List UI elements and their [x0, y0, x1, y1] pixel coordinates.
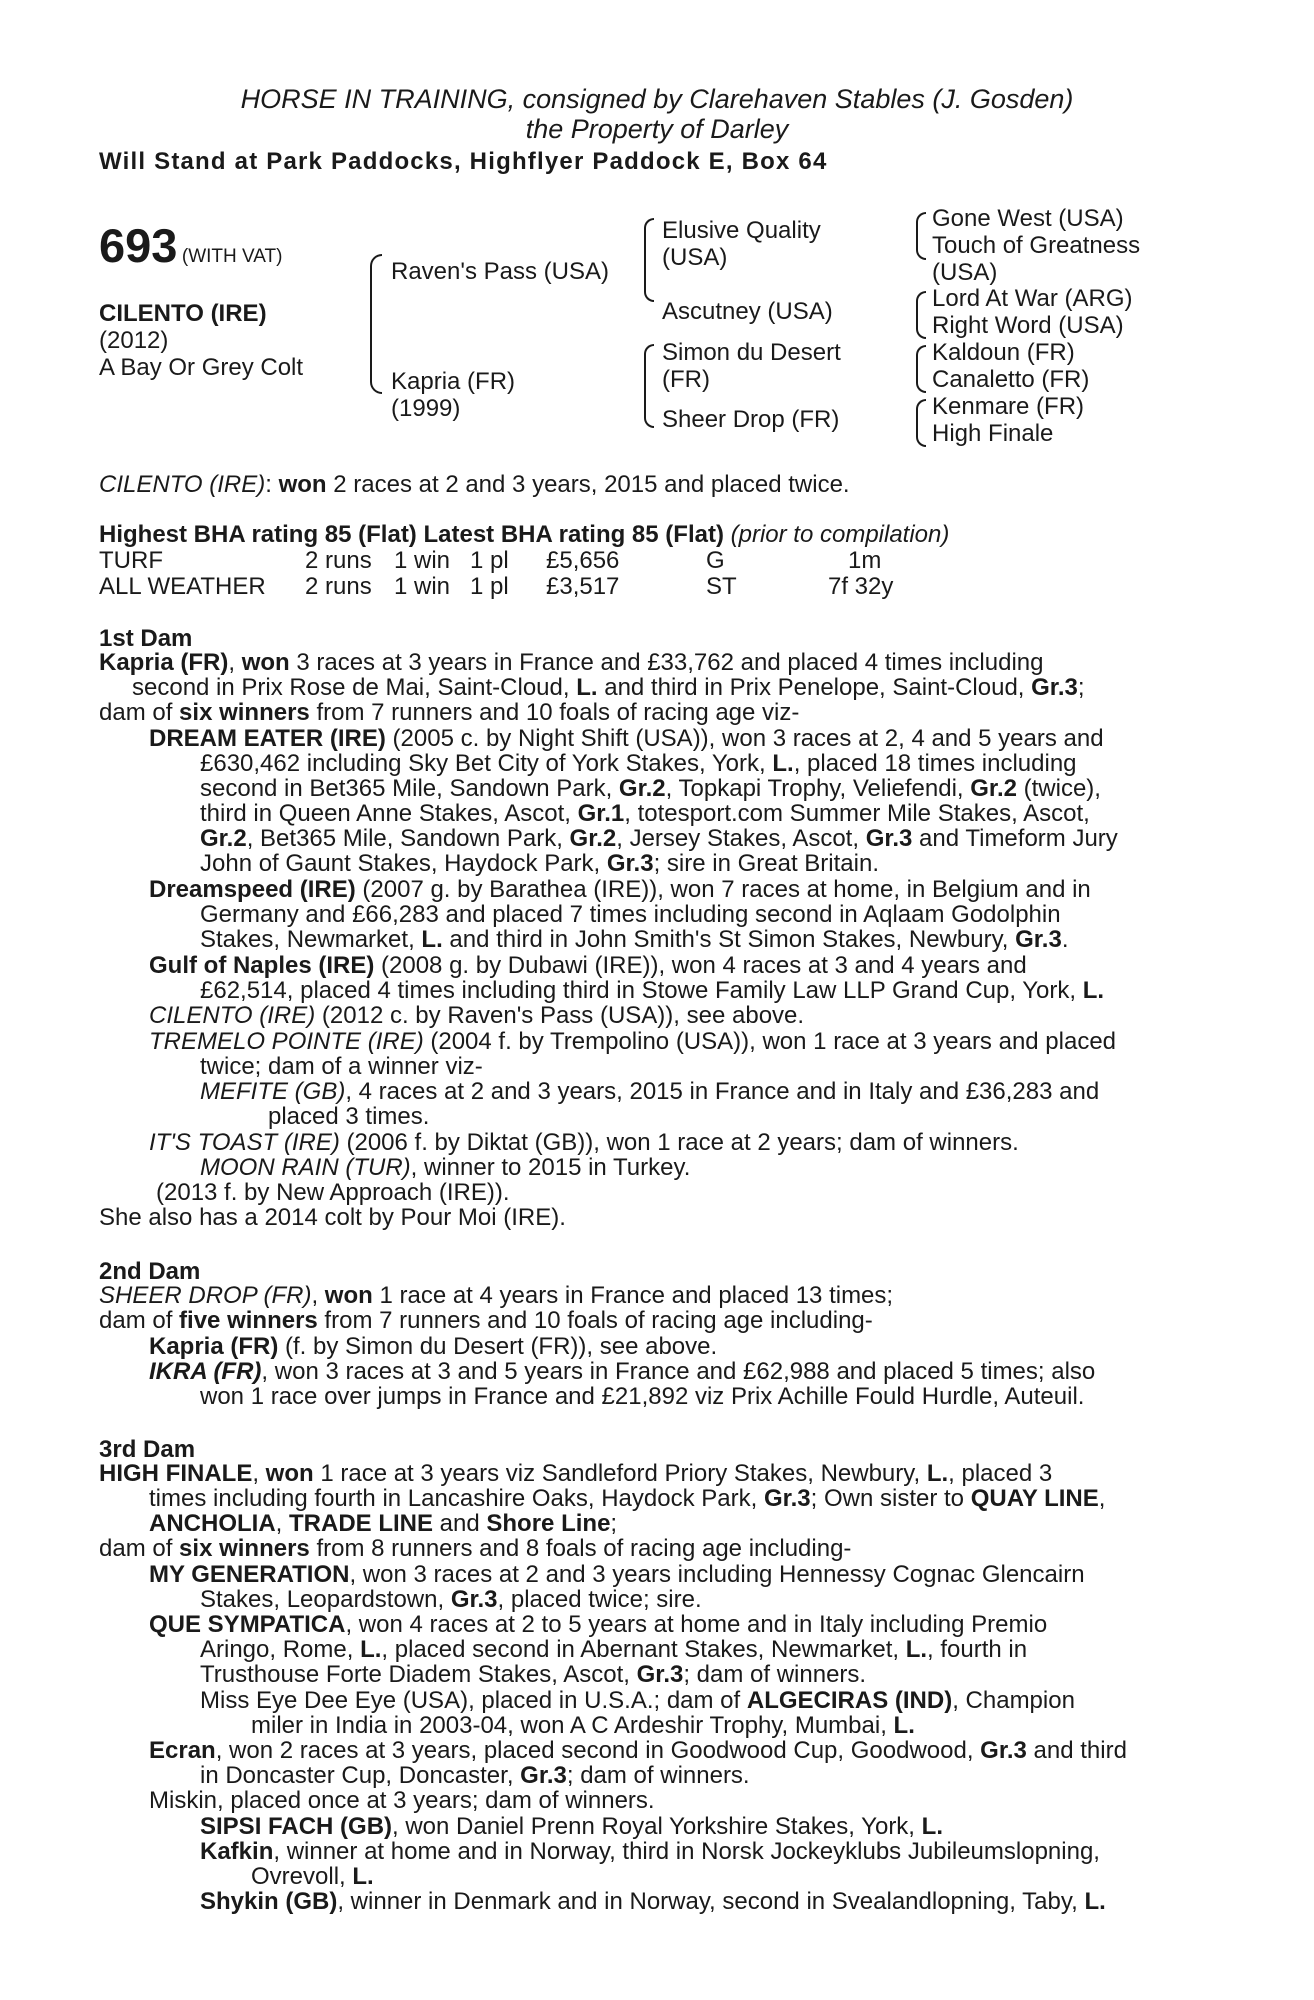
pedigree-sire-dam: Ascutney (USA): [662, 298, 833, 325]
grand-progeny-entry: Miss Eye Dee Eye (USA), placed in U.S.A.; dam of ALGECIRAS (IND), Champion: [200, 1687, 1075, 1714]
lot-number: 693: [99, 219, 178, 272]
record-surface: TURF: [99, 547, 163, 574]
also-has-note: She also has a 2014 colt by Pour Moi (IRE).: [99, 1204, 566, 1231]
foaling-year: (2012): [99, 327, 169, 354]
third-dam-heading: 3rd Dam: [99, 1436, 196, 1463]
pedigree-g4: Right Word (USA): [932, 312, 1124, 339]
third-dam-line: HIGH FINALE, won 1 race at 3 years viz Sandleford Priory Stakes, Newbury, L., placed 3: [99, 1460, 1053, 1487]
progeny-entry-cont: £630,462 including Sky Bet City of York Stakes, York, L., placed 18 times including: [200, 750, 1077, 777]
progeny-entry-cont: third in Queen Anne Stakes, Ascot, Gr.1, totesport.com Summer Mile Stakes, Ascot,: [200, 800, 1090, 827]
pedigree-g7: Kenmare (FR): [932, 393, 1085, 420]
first-dam-heading: 1st Dam: [99, 625, 193, 652]
progeny-entry: Dreamspeed (IRE) (2007 g. by Barathea (IRE)), won 7 races at home, in Belgium and in: [149, 876, 1091, 903]
record-distance: 7f 32y: [828, 573, 894, 600]
first-dam-line: second in Prix Rose de Mai, Saint-Cloud, L. and third in Prix Penelope, Saint-Cloud, Gr.3;: [132, 674, 1085, 701]
pedigree-sire: Raven's Pass (USA): [391, 258, 609, 285]
pedigree-g5: Kaldoun (FR): [932, 339, 1075, 366]
progeny-entry-cont: won 1 race over jumps in France and £21,892 viz Prix Achille Fould Hurdle, Auteuil.: [200, 1383, 1085, 1410]
second-dam-line: dam of five winners from 7 runners and 10 foals of racing age including-: [99, 1307, 873, 1334]
progeny-entry-cont: John of Gaunt Stakes, Haydock Park, Gr.3; sire in Great Britain.: [200, 850, 879, 877]
pedigree-brace-g1: [916, 212, 926, 260]
progeny-entry-cont: second in Bet365 Mile, Sandown Park, Gr.2, Topkapi Trophy, Veliefendi, Gr.2 (twice),: [200, 775, 1101, 802]
pedigree-brace-sire: [644, 218, 654, 302]
progeny-entry: IKRA (FR), won 3 races at 3 and 5 years in France and £62,988 and placed 5 times; also: [149, 1358, 1096, 1385]
property-line: the Property of Darley: [525, 114, 789, 144]
progeny-entry: Ecran, won 2 races at 3 years, placed second in Goodwood Cup, Goodwood, Gr.3 and third: [149, 1737, 1127, 1764]
record-surface: ALL WEATHER: [99, 573, 266, 600]
progeny-entry-cont: Aringo, Rome, L., placed second in Abernant Stakes, Newmarket, L., fourth in: [200, 1636, 1028, 1663]
progeny-entry-cont: Stakes, Leopardstown, Gr.3, placed twice; sire.: [200, 1586, 702, 1613]
progeny-entry-cont: Stakes, Newmarket, L. and third in John Smith's St Simon Stakes, Newbury, Gr.3.: [200, 926, 1069, 953]
race-summary: CILENTO (IRE): won 2 races at 2 and 3 years, 2015 and placed twice.: [99, 471, 850, 498]
third-dam-line: times including fourth in Lancashire Oaks, Haydock Park, Gr.3; Own sister to QUAY LINE,: [149, 1485, 1106, 1512]
record-runs: 2 runs: [305, 547, 372, 574]
pedigree-brace-g4: [916, 399, 926, 447]
grand-progeny-entry: Kafkin, winner at home and in Norway, third in Norsk Jockeyklubs Jubileumslopning,: [200, 1838, 1100, 1865]
grand-progeny-entry: MOON RAIN (TUR), winner to 2015 in Turkey.: [200, 1154, 691, 1181]
grand-progeny-entry: MEFITE (GB), 4 races at 2 and 3 years, 2015 in France and in Italy and £36,283 and: [200, 1078, 1100, 1105]
progeny-entry: QUE SYMPATICA, won 4 races at 2 to 5 years at home and in Italy including Premio: [149, 1611, 1048, 1638]
progeny-entry: (2013 f. by New Approach (IRE)).: [156, 1179, 510, 1206]
stand-location: Will Stand at Park Paddocks, Highflyer Paddock E, Box 64: [99, 148, 828, 175]
second-dam-heading: 2nd Dam: [99, 1258, 201, 1285]
record-placed: 1 pl: [470, 547, 509, 574]
progeny-entry-cont: twice; dam of a winner viz-: [200, 1053, 483, 1080]
bha-rating: Highest BHA rating 85 (Flat) Latest BHA rating 85 (Flat) (prior to compilation): [99, 521, 950, 548]
progeny-entry: DREAM EATER (IRE) (2005 c. by Night Shift (USA)), won 3 races at 2, 4 and 5 years and: [149, 725, 1104, 752]
grand-progeny-entry-cont: miler in India in 2003-04, won A C Ardeshir Trophy, Mumbai, L.: [251, 1712, 915, 1739]
grand-progeny-entry: SIPSI FACH (GB), won Daniel Prenn Royal Yorkshire Stakes, York, L.: [200, 1813, 943, 1840]
progeny-entry: TREMELO POINTE (IRE) (2004 f. by Trempolino (USA)), won 1 race at 3 years and placed: [149, 1028, 1117, 1055]
third-dam-line: ANCHOLIA, TRADE LINE and Shore Line;: [149, 1510, 618, 1537]
pedigree-g6: Canaletto (FR): [932, 366, 1090, 393]
pedigree-brace-g2: [916, 291, 926, 339]
consignor-line: HORSE IN TRAINING, consigned by Clarehaven Stables (J. Gosden): [240, 84, 1074, 114]
pedigree-dam: Kapria (FR): [391, 368, 516, 395]
grand-progeny-entry: Shykin (GB), winner in Denmark and in Norway, second in Svealandlopning, Taby, L.: [200, 1888, 1106, 1915]
record-placed: 1 pl: [470, 573, 509, 600]
record-going: G: [706, 547, 725, 574]
pedigree-sire-sire: Elusive Quality: [662, 217, 821, 244]
pedigree-brace-main: [370, 254, 382, 394]
record-prize-money: £5,656: [546, 547, 620, 574]
horse-description: A Bay Or Grey Colt: [99, 354, 304, 381]
progeny-entry: IT'S TOAST (IRE) (2006 f. by Diktat (GB)), won 1 race at 2 years; dam of winners.: [149, 1129, 1019, 1156]
progeny-entry-cont: Trusthouse Forte Diadem Stakes, Ascot, Gr.3; dam of winners.: [200, 1661, 867, 1688]
grand-progeny-entry-cont: placed 3 times.: [268, 1103, 430, 1130]
pedigree-dam-sire: Simon du Desert: [662, 339, 841, 366]
pedigree-g1: Gone West (USA): [932, 205, 1124, 232]
pedigree-dam-year: (1999): [391, 395, 461, 422]
progeny-entry-cont: Germany and £66,283 and placed 7 times including second in Aqlaam Godolphin: [200, 901, 1061, 928]
pedigree-dam-sire-country: (FR): [662, 366, 710, 393]
progeny-entry-cont: £62,514, placed 4 times including third in Stowe Family Law LLP Grand Cup, York, L.: [200, 977, 1105, 1004]
vat-label: (WITH VAT): [181, 246, 283, 267]
record-wins: 1 win: [394, 547, 451, 574]
pedigree-g2-country: (USA): [932, 259, 998, 286]
progeny-entry: MY GENERATION, won 3 races at 2 and 3 years including Hennessy Cognac Glencairn: [149, 1561, 1085, 1588]
first-dam-line: dam of six winners from 7 runners and 10 foals of racing age viz-: [99, 699, 800, 726]
record-prize-money: £3,517: [546, 573, 620, 600]
horse-name: CILENTO (IRE): [99, 300, 267, 327]
progeny-entry: Kapria (FR) (f. by Simon du Desert (FR)), see above.: [149, 1333, 718, 1360]
pedigree-sire-sire-country: (USA): [662, 244, 728, 271]
pedigree-g2: Touch of Greatness: [932, 232, 1141, 259]
pedigree-dam-dam: Sheer Drop (FR): [662, 406, 840, 433]
progeny-entry-cont: Gr.2, Bet365 Mile, Sandown Park, Gr.2, Jersey Stakes, Ascot, Gr.3 and Timeform Jury: [200, 825, 1118, 852]
progeny-entry: Gulf of Naples (IRE) (2008 g. by Dubawi (IRE)), won 4 races at 3 and 4 years and: [149, 952, 1027, 979]
progeny-entry-cont: in Doncaster Cup, Doncaster, Gr.3; dam of winners.: [200, 1762, 750, 1789]
record-wins: 1 win: [394, 573, 451, 600]
progeny-entry: CILENTO (IRE) (2012 c. by Raven's Pass (USA)), see above.: [149, 1002, 805, 1029]
pedigree-g3: Lord At War (ARG): [932, 285, 1133, 312]
first-dam-line: Kapria (FR), won 3 races at 3 years in France and £33,762 and placed 4 times including: [99, 649, 1044, 676]
grand-progeny-entry-cont: Ovrevoll, L.: [251, 1863, 374, 1890]
record-runs: 2 runs: [305, 573, 372, 600]
lot-number-row: [99, 218, 282, 273]
record-going: ST: [706, 573, 737, 600]
pedigree-g8: High Finale: [932, 420, 1054, 447]
progeny-entry: Miskin, placed once at 3 years; dam of winners.: [149, 1787, 655, 1814]
record-distance: 1m: [848, 547, 882, 574]
third-dam-line: dam of six winners from 8 runners and 8 foals of racing age including-: [99, 1535, 852, 1562]
pedigree-brace-dam: [644, 344, 654, 428]
pedigree-brace-g3: [916, 345, 926, 393]
second-dam-line: SHEER DROP (FR), won 1 race at 4 years in France and placed 13 times;: [99, 1282, 894, 1309]
